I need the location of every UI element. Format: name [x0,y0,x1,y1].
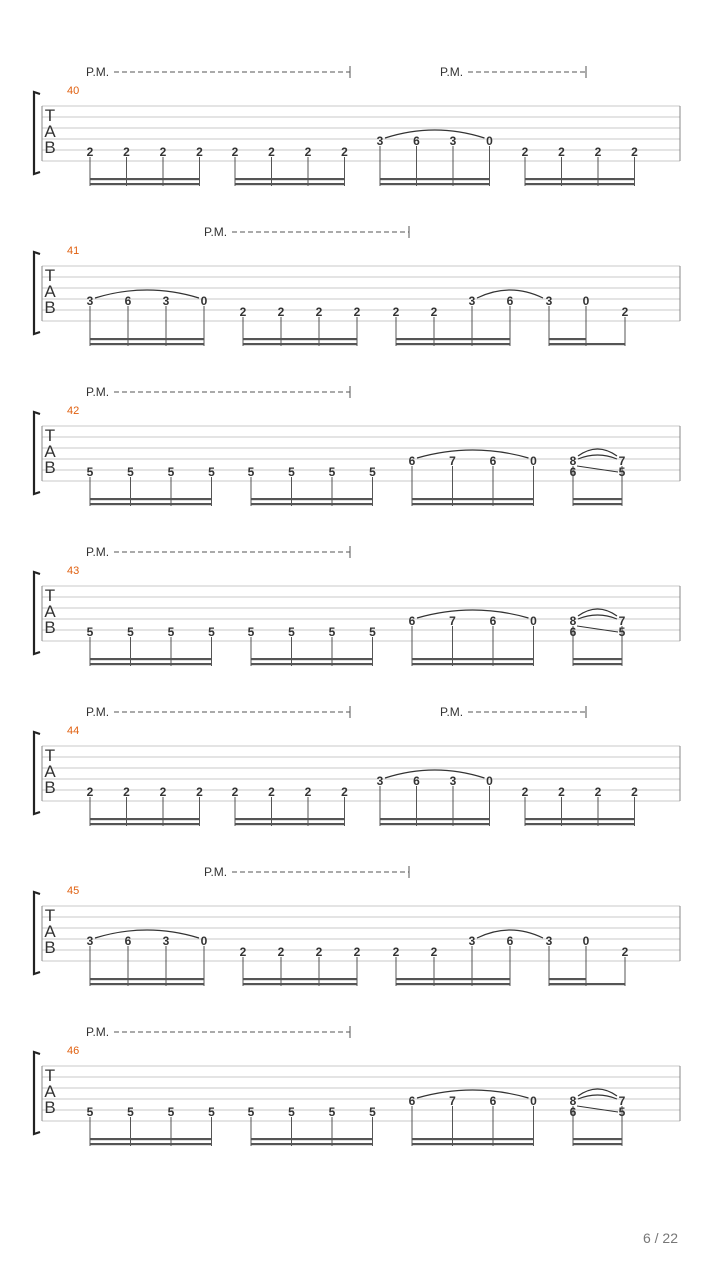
note-beam [549,343,625,345]
fret-number: 0 [582,294,590,308]
fret-number: 5 [288,465,295,479]
tab-clef-letter: T [44,1066,56,1085]
note-beam [549,338,586,340]
note-beam [251,658,373,660]
note-beam [90,183,200,185]
note-beam [251,1143,373,1145]
tab-clef-letter: B [44,298,56,317]
note-beam [412,1138,534,1140]
staff-system [34,65,680,186]
note-beam [573,503,622,505]
note-beam [90,978,204,980]
tab-clef-letter: B [44,1098,56,1117]
fret-number: 3 [449,774,457,788]
tab-clef-letter: A [44,762,56,781]
tab-clef-letter: T [44,746,56,765]
measure-number: 45 [67,885,80,897]
measure-number: 44 [67,725,80,737]
fret-number: 5 [247,465,255,479]
tab-clef-letter: T [44,426,56,445]
note-beam [412,498,534,500]
fret-number: 8 [569,1094,577,1108]
fret-number: 5 [208,1105,215,1119]
slur-arc [417,450,529,458]
fret-number: 5 [328,465,336,479]
system-bracket [34,892,40,974]
fret-number: 2 [123,785,130,799]
fret-number: 6 [569,1105,577,1119]
palm-mute-label: P.M. [86,705,110,719]
fret-number: 2 [268,785,275,799]
fret-number: 2 [231,785,239,799]
fret-number: 6 [124,934,132,948]
tab-clef-letter: A [44,442,56,461]
note-beam [235,183,345,185]
fret-number: 2 [277,945,285,959]
fret-number: 2 [558,785,565,799]
slur-arc [95,290,199,298]
fret-number: 5 [86,465,94,479]
fret-number: 2 [159,785,167,799]
fret-number: 2 [631,145,638,159]
fret-number: 2 [86,145,94,159]
fret-number: 2 [315,945,323,959]
fret-number: 2 [392,945,400,959]
fret-number: 7 [618,1094,626,1108]
fret-number: 7 [618,454,626,468]
palm-mute-label: P.M. [86,545,110,559]
fret-number: 5 [369,465,376,479]
tab-clef-letter: B [44,618,56,637]
note-beam [251,503,373,505]
staff-system [34,1025,680,1146]
fret-number: 6 [408,614,416,628]
fret-number: 7 [449,1094,456,1108]
note-beam [525,178,635,180]
fret-number: 5 [369,625,376,639]
fret-number: 7 [449,454,456,468]
note-beam [573,1138,622,1140]
fret-number: 2 [430,945,438,959]
fret-number: 3 [545,934,553,948]
fret-number: 3 [545,294,553,308]
fret-number: 3 [376,774,384,788]
note-beam [573,498,622,500]
fret-number: 5 [127,625,134,639]
note-beam [525,818,635,820]
slide-line [577,626,618,632]
fret-number: 2 [159,145,167,159]
measure-number: 41 [67,245,80,257]
fret-number: 3 [162,294,170,308]
note-beam [90,503,212,505]
fret-number: 5 [618,1105,626,1119]
note-beam [380,823,490,825]
fret-number: 2 [231,145,239,159]
note-beam [525,823,635,825]
fret-number: 6 [489,1094,497,1108]
fret-number: 3 [86,934,94,948]
fret-number: 2 [521,145,529,159]
fret-number: 6 [124,294,132,308]
fret-number: 5 [369,1105,376,1119]
fret-number: 5 [247,1105,255,1119]
note-beam [235,818,345,820]
fret-number: 6 [408,1094,416,1108]
fret-number: 2 [268,145,275,159]
note-beam [90,658,212,660]
fret-number: 3 [468,294,476,308]
page-number: 6 / 22 [642,1230,678,1246]
fret-number: 2 [123,145,130,159]
note-beam [251,663,373,665]
fret-number: 7 [618,614,626,628]
tab-clef-letter: A [44,122,56,141]
note-beam [243,343,357,345]
slur-arc [417,1090,529,1098]
fret-number: 2 [277,305,285,319]
tab-clef-letter: B [44,938,56,957]
palm-mute-label: P.M. [204,865,228,879]
fret-number: 7 [449,614,456,628]
palm-mute-label: P.M. [440,705,464,719]
fret-number: 5 [288,1105,295,1119]
fret-number: 5 [328,1105,336,1119]
fret-number: 5 [208,465,215,479]
note-beam [90,343,204,345]
palm-mute-label: P.M. [86,1025,110,1039]
note-beam [573,658,622,660]
fret-number: 6 [506,294,514,308]
fret-number: 2 [594,145,602,159]
fret-number: 5 [247,625,255,639]
note-beam [90,1138,212,1140]
note-beam [412,1143,534,1145]
note-beam [396,978,510,980]
note-beam [251,498,373,500]
fret-number: 6 [413,774,420,788]
fret-number: 3 [162,934,170,948]
note-beam [380,183,490,185]
measure-number: 46 [67,1045,80,1057]
system-bracket [34,412,40,494]
fret-number: 6 [569,625,577,639]
slur-arc [578,455,617,459]
fret-number: 8 [569,614,577,628]
fret-number: 2 [196,145,203,159]
system-bracket [34,572,40,654]
fret-number: 0 [582,934,590,948]
note-beam [412,503,534,505]
note-beam [396,338,510,340]
measure-number: 42 [67,405,80,417]
note-beam [380,818,490,820]
staff-system [34,865,680,986]
fret-number: 3 [468,934,476,948]
fret-number: 5 [86,1105,94,1119]
note-beam [90,338,204,340]
note-beam [396,983,510,985]
fret-number: 5 [208,625,215,639]
palm-mute-label: P.M. [86,385,110,399]
tab-clef-letter: A [44,1082,56,1101]
fret-number: 2 [430,305,438,319]
system-bracket [34,252,40,334]
note-beam [243,978,357,980]
fret-number: 2 [353,945,361,959]
fret-number: 6 [569,465,577,479]
fret-number: 2 [239,305,247,319]
note-beam [380,178,490,180]
palm-mute-label: P.M. [440,65,464,79]
note-beam [90,178,200,180]
fret-number: 5 [127,465,134,479]
fret-number: 5 [288,625,295,639]
staff-system [34,545,680,666]
palm-mute-label: P.M. [86,65,110,79]
fret-number: 2 [86,785,94,799]
system-bracket [34,732,40,814]
note-beam [243,983,357,985]
fret-number: 6 [413,134,420,148]
tab-clef-letter: T [44,266,56,285]
tab-clef-letter: B [44,458,56,477]
note-beam [549,983,625,985]
fret-number: 2 [621,945,629,959]
fret-number: 2 [304,145,312,159]
tab-clef-letter: A [44,282,56,301]
tab-clef-letter: T [44,906,56,925]
fret-number: 5 [86,625,94,639]
slide-line [577,1106,618,1112]
staff-system [34,385,680,506]
measure-number: 40 [67,85,80,97]
fret-number: 0 [530,614,537,628]
fret-number: 8 [569,454,577,468]
fret-number: 5 [618,465,626,479]
slur-arc [578,615,617,619]
slur-arc [385,770,485,778]
note-beam [573,663,622,665]
fret-number: 2 [558,145,565,159]
fret-number: 2 [341,785,348,799]
fret-number: 2 [521,785,529,799]
note-beam [251,1138,373,1140]
tab-clef-letter: A [44,922,56,941]
note-beam [412,663,534,665]
note-beam [396,343,510,345]
note-beam [90,498,212,500]
tab-clef-letter: T [44,106,56,125]
fret-number: 5 [328,625,336,639]
fret-number: 6 [408,454,416,468]
slur-arc [578,1095,617,1099]
fret-number: 3 [376,134,384,148]
tab-clef-letter: B [44,138,56,157]
fret-number: 2 [631,785,638,799]
note-beam [549,978,586,980]
note-beam [525,183,635,185]
fret-number: 5 [167,625,175,639]
fret-number: 2 [353,305,361,319]
fret-number: 0 [530,1094,537,1108]
slur-arc [95,930,199,938]
system-bracket [34,92,40,174]
tab-clef-letter: B [44,778,56,797]
system-bracket [34,1052,40,1134]
fret-number: 6 [506,934,514,948]
fret-number: 2 [315,305,323,319]
fret-number: 5 [127,1105,134,1119]
tab-clef-letter: A [44,602,56,621]
fret-number: 2 [621,305,629,319]
slide-line [577,466,618,472]
note-beam [90,1143,212,1145]
fret-number: 0 [486,134,493,148]
note-beam [243,338,357,340]
note-beam [573,1143,622,1145]
note-beam [412,658,534,660]
fret-number: 2 [304,785,312,799]
fret-number: 0 [486,774,493,788]
note-beam [90,983,204,985]
slur-arc [385,130,485,138]
fret-number: 0 [200,294,208,308]
note-beam [235,823,345,825]
fret-number: 6 [489,454,497,468]
palm-mute-label: P.M. [204,225,228,239]
tab-clef-letter: T [44,586,56,605]
fret-number: 0 [530,454,537,468]
slur-arc [417,610,529,618]
fret-number: 2 [239,945,247,959]
fret-number: 2 [392,305,400,319]
fret-number: 3 [86,294,94,308]
note-beam [90,818,200,820]
fret-number: 5 [167,1105,175,1119]
fret-number: 2 [196,785,203,799]
measure-number: 43 [67,565,80,577]
staff-system [34,225,680,346]
note-beam [90,663,212,665]
fret-number: 0 [200,934,208,948]
fret-number: 2 [341,145,348,159]
fret-number: 6 [489,614,497,628]
staff-system [34,705,680,826]
fret-number: 2 [594,785,602,799]
fret-number: 5 [167,465,175,479]
note-beam [235,178,345,180]
note-beam [90,823,200,825]
fret-number: 5 [618,625,626,639]
fret-number: 3 [449,134,457,148]
